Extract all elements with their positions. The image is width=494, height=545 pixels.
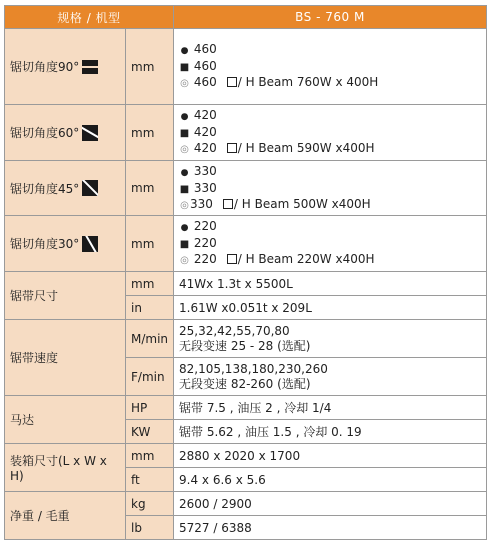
packing-unit: ft — [126, 468, 174, 492]
motor-row-hp — [5, 396, 487, 420]
square-bar-icon: ■ — [179, 128, 190, 139]
pipe-icon: ◎ — [180, 255, 189, 266]
hbeam-capacity: / H Beam 590W x400H — [237, 141, 375, 155]
cutting-label: 锯切角度30° — [10, 237, 80, 251]
motor-value: 锯带 7.5 , 油压 2 , 冷却 1/4 — [174, 396, 487, 420]
band-speed-row-metric — [5, 320, 487, 358]
packing-unit: mm — [126, 444, 174, 468]
band-size-unit: mm — [126, 272, 174, 296]
rect-bar-icon — [227, 143, 237, 153]
band-speed-unit: M/min — [126, 320, 174, 358]
packing-value: 9.4 x 6.6 x 5.6 — [174, 468, 487, 492]
round-capacity: 220 — [193, 219, 217, 233]
round-bar-icon: ● — [180, 46, 189, 56]
band-speed-steps: 25,32,42,55,70,80 — [179, 323, 290, 338]
band-speed-variable: 无段变速 82-260 (选配) — [179, 376, 311, 391]
cutting-values — [174, 29, 487, 105]
cutting-values — [174, 161, 487, 216]
round-capacity: 330 — [193, 163, 217, 178]
header-model-name: BS - 760 M — [174, 6, 487, 29]
motor-label: 马达 — [5, 396, 126, 444]
square-capacity: 220 — [193, 236, 217, 250]
band-size-value: 1.61W x0.051t x 209L — [174, 296, 487, 320]
cutting-label-cell — [5, 216, 126, 272]
pipe-capacity: 460 — [193, 75, 217, 89]
spec-table — [4, 5, 487, 540]
motor-unit: HP — [126, 396, 174, 420]
weight-row-kg — [5, 492, 487, 516]
pipe-capacity: 420 — [193, 141, 217, 155]
rect-bar-icon — [227, 254, 237, 264]
band-speed-unit: F/min — [126, 358, 174, 396]
band-speed-label: 锯带速度 — [5, 320, 126, 396]
cutting-label-cell — [5, 161, 126, 216]
round-bar-icon: ● — [180, 223, 189, 233]
cutting-unit: mm — [126, 29, 174, 105]
cutting-row-90 — [5, 29, 487, 105]
band-speed-variable: 无段变速 25 - 28 (选配) — [179, 338, 311, 353]
angle-45-icon — [82, 180, 98, 196]
weight-unit: lb — [126, 516, 174, 540]
square-capacity: 330 — [193, 180, 217, 195]
square-capacity: 460 — [193, 59, 217, 73]
round-bar-icon: ● — [180, 167, 189, 178]
cutting-label-cell — [5, 105, 126, 161]
angle-30-icon — [82, 236, 98, 252]
square-bar-icon: ■ — [179, 239, 190, 250]
round-capacity: 460 — [193, 42, 217, 56]
square-bar-icon: ■ — [179, 183, 190, 195]
cutting-label: 锯切角度45° — [10, 181, 80, 196]
motor-value: 锯带 5.62 , 油压 1.5 , 冷却 0. 19 — [174, 420, 487, 444]
rect-bar-icon — [227, 77, 237, 87]
cutting-row-30 — [5, 216, 487, 272]
angle-90-icon — [82, 59, 98, 75]
pipe-icon: ◎ — [180, 199, 189, 211]
hbeam-capacity: / H Beam 220W x400H — [237, 252, 375, 266]
band-size-label: 锯带尺寸 — [5, 272, 126, 320]
header-spec-model: 规格 / 机型 — [5, 6, 174, 29]
pipe-icon: ◎ — [180, 144, 189, 155]
angle-60-icon — [82, 125, 98, 141]
motor-unit: KW — [126, 420, 174, 444]
band-size-unit: in — [126, 296, 174, 320]
cutting-row-45 — [5, 161, 487, 216]
cutting-label: 锯切角度60° — [10, 126, 80, 140]
round-bar-icon: ● — [180, 112, 189, 122]
cutting-values — [174, 105, 487, 161]
square-capacity: 420 — [193, 125, 217, 139]
packing-label: 装箱尺寸(L x W x H) — [5, 444, 126, 492]
packing-row-mm — [5, 444, 487, 468]
square-bar-icon: ■ — [179, 62, 190, 73]
band-size-row-mm — [5, 272, 487, 296]
weight-unit: kg — [126, 492, 174, 516]
weight-value: 5727 / 6388 — [174, 516, 487, 540]
cutting-label: 锯切角度90° — [10, 60, 80, 74]
packing-value: 2880 x 2020 x 1700 — [174, 444, 487, 468]
pipe-capacity: 220 — [193, 252, 217, 266]
weight-label: 净重 / 毛重 — [5, 492, 126, 540]
band-speed-value — [174, 320, 487, 358]
cutting-label-cell — [5, 29, 126, 105]
pipe-capacity: 330 — [190, 196, 213, 211]
cutting-unit: mm — [126, 105, 174, 161]
pipe-icon: ◎ — [180, 78, 189, 89]
rect-bar-icon — [223, 199, 233, 209]
cutting-unit: mm — [126, 161, 174, 216]
band-speed-value — [174, 358, 487, 396]
cutting-unit: mm — [126, 216, 174, 272]
cutting-values — [174, 216, 487, 272]
band-size-value: 41Wx 1.3t x 5500L — [174, 272, 487, 296]
header-row — [5, 6, 487, 29]
hbeam-capacity: / H Beam 760W x 400H — [237, 75, 379, 89]
weight-value: 2600 / 2900 — [174, 492, 487, 516]
band-speed-steps: 82,105,138,180,230,260 — [179, 361, 328, 376]
cutting-row-60 — [5, 105, 487, 161]
round-capacity: 420 — [193, 108, 217, 122]
hbeam-capacity: / H Beam 500W x400H — [233, 196, 371, 211]
